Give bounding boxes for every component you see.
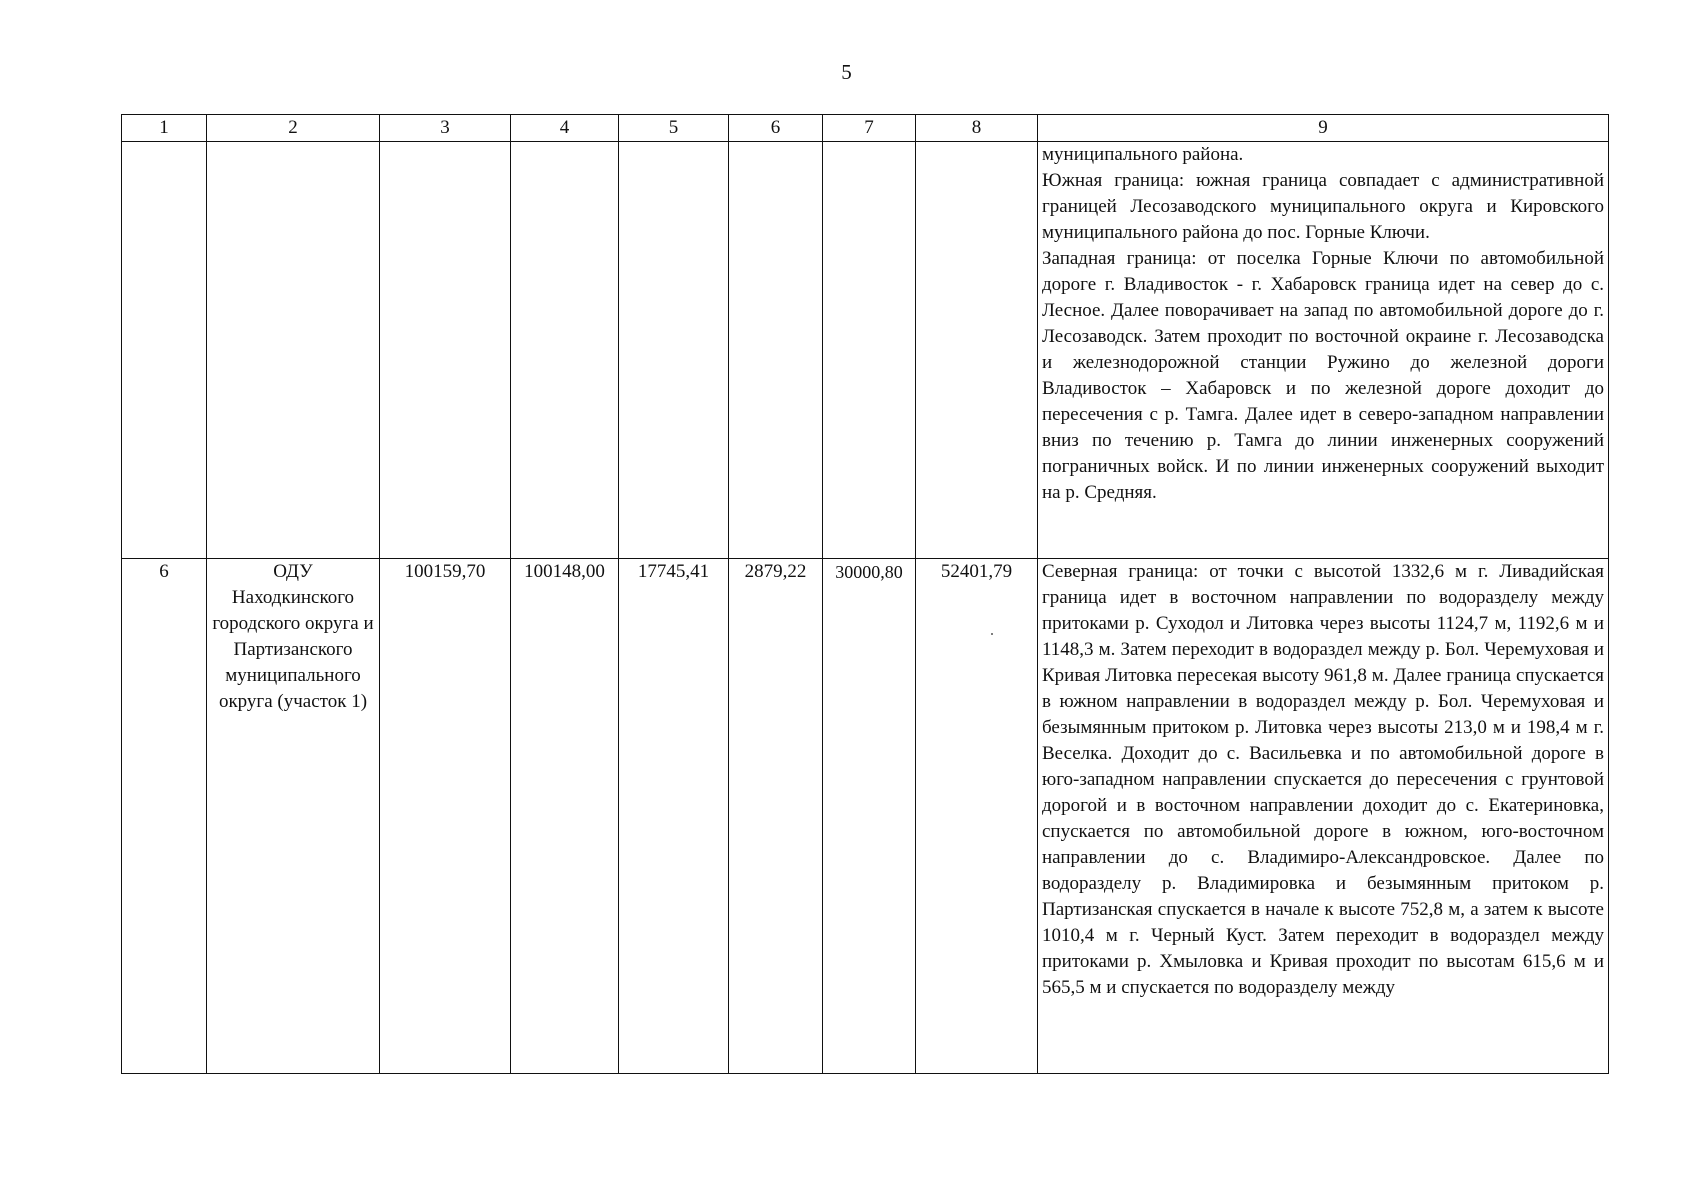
description-paragraph: Западная граница: от поселка Горные Ключи по автомобильной дороге г. Владивосток - г. Хабаровск граница идет на север до с. Лесное. Далее поворачивает на запад по автомобильной дороге до г. Лесозаводск. Затем проходит по восточной окраине г. Лесозаводска и железнодорожной станции Ружино до железной дороги Владивосток – Хабаровск и по железной дороге доходит до пересечения с р. Тамга. Далее идет в северо-западном направлении вниз по течению р. Тамга до линии инженерных сооружений пограничных войск. И по линии инженерных сооружений выходит на р. Средняя.: [1042, 248, 1604, 503]
description-paragraph: Южная граница: южная граница совпадает с административной границей Лесозаводского муниципального округа и Кировского муниципального района до пос. Горные Ключи.: [1042, 170, 1604, 243]
empty-cell: [729, 142, 823, 559]
header-cell: 9: [1038, 115, 1609, 142]
empty-cell: [619, 142, 729, 559]
description-paragraph: муниципального района.: [1042, 144, 1244, 165]
header-cell: 4: [511, 115, 619, 142]
empty-cell: [380, 142, 511, 559]
header-cell: 7: [823, 115, 916, 142]
value-col8: 52401,79: [916, 559, 1038, 1074]
empty-cell: [122, 142, 207, 559]
header-cell: 1: [122, 115, 207, 142]
table-header-row: [122, 115, 1609, 142]
area-name: ОДУ Находкинского городского округа и Партизанского муниципального округа (участок 1): [207, 559, 380, 1074]
value-col3: 100159,70: [380, 559, 511, 1074]
empty-cell: [511, 142, 619, 559]
header-cell: 2: [207, 115, 380, 142]
empty-cell: [916, 142, 1038, 559]
row-number: 6: [122, 559, 207, 1074]
header-cell: 6: [729, 115, 823, 142]
table-row-6: [122, 559, 1609, 1074]
header-cell: 8: [916, 115, 1038, 142]
value-col6: 2879,22: [729, 559, 823, 1074]
page-number: 5: [841, 60, 852, 84]
value-col5: 17745,41: [619, 559, 729, 1074]
scan-dot: [991, 633, 993, 635]
boundary-description: Северная граница: от точки с высотой 1332,6 м г. Ливадийская граница идет в восточном направлении по водоразделу между притоками р. Суходол и Литовка через высоты 1124,7 м, 1192,6 м и 1148,3 м. Затем переходит в водораздел между р. Бол. Черемуховая и Кривая Литовка пересекая высоту 961,8 м. Далее граница спускается в южном направлении в водораздел между р. Бол. Черемуховая и безымянным притоком р. Литовка через высоты 213,0 м и 198,4 м г. Веселка. Доходит до с. Васильевка и по автомобильной дороге в юго-западном направлении спускается до пересечения с грунтовой дорогой и в восточном направлении доходит до с. Екатериновка, спускается по автомобильной дороге в южном, юго-восточном направлении до с. Владимиро-Александровское. Далее по водоразделу р. Владимировка и безымянным притоком р. Партизанская спускается в начале к высоте 752,8 м, а затем к высоте 1010,4 м г. Черный Куст. Затем переходит в водораздел между притоками р. Хмыловка и Кривая проходит по высотам 615,6 м и 565,5 м и спускается по водоразделу между: [1038, 559, 1609, 1074]
header-cell: 3: [380, 115, 511, 142]
boundary-table: [121, 114, 1609, 1074]
empty-cell: [207, 142, 380, 559]
header-cell: 5: [619, 115, 729, 142]
table-row-continuation: [122, 142, 1609, 559]
value-col4: 100148,00: [511, 559, 619, 1074]
empty-cell: [823, 142, 916, 559]
value-col7: 30000,80: [823, 559, 916, 1074]
boundary-description-continued: [1038, 142, 1609, 559]
